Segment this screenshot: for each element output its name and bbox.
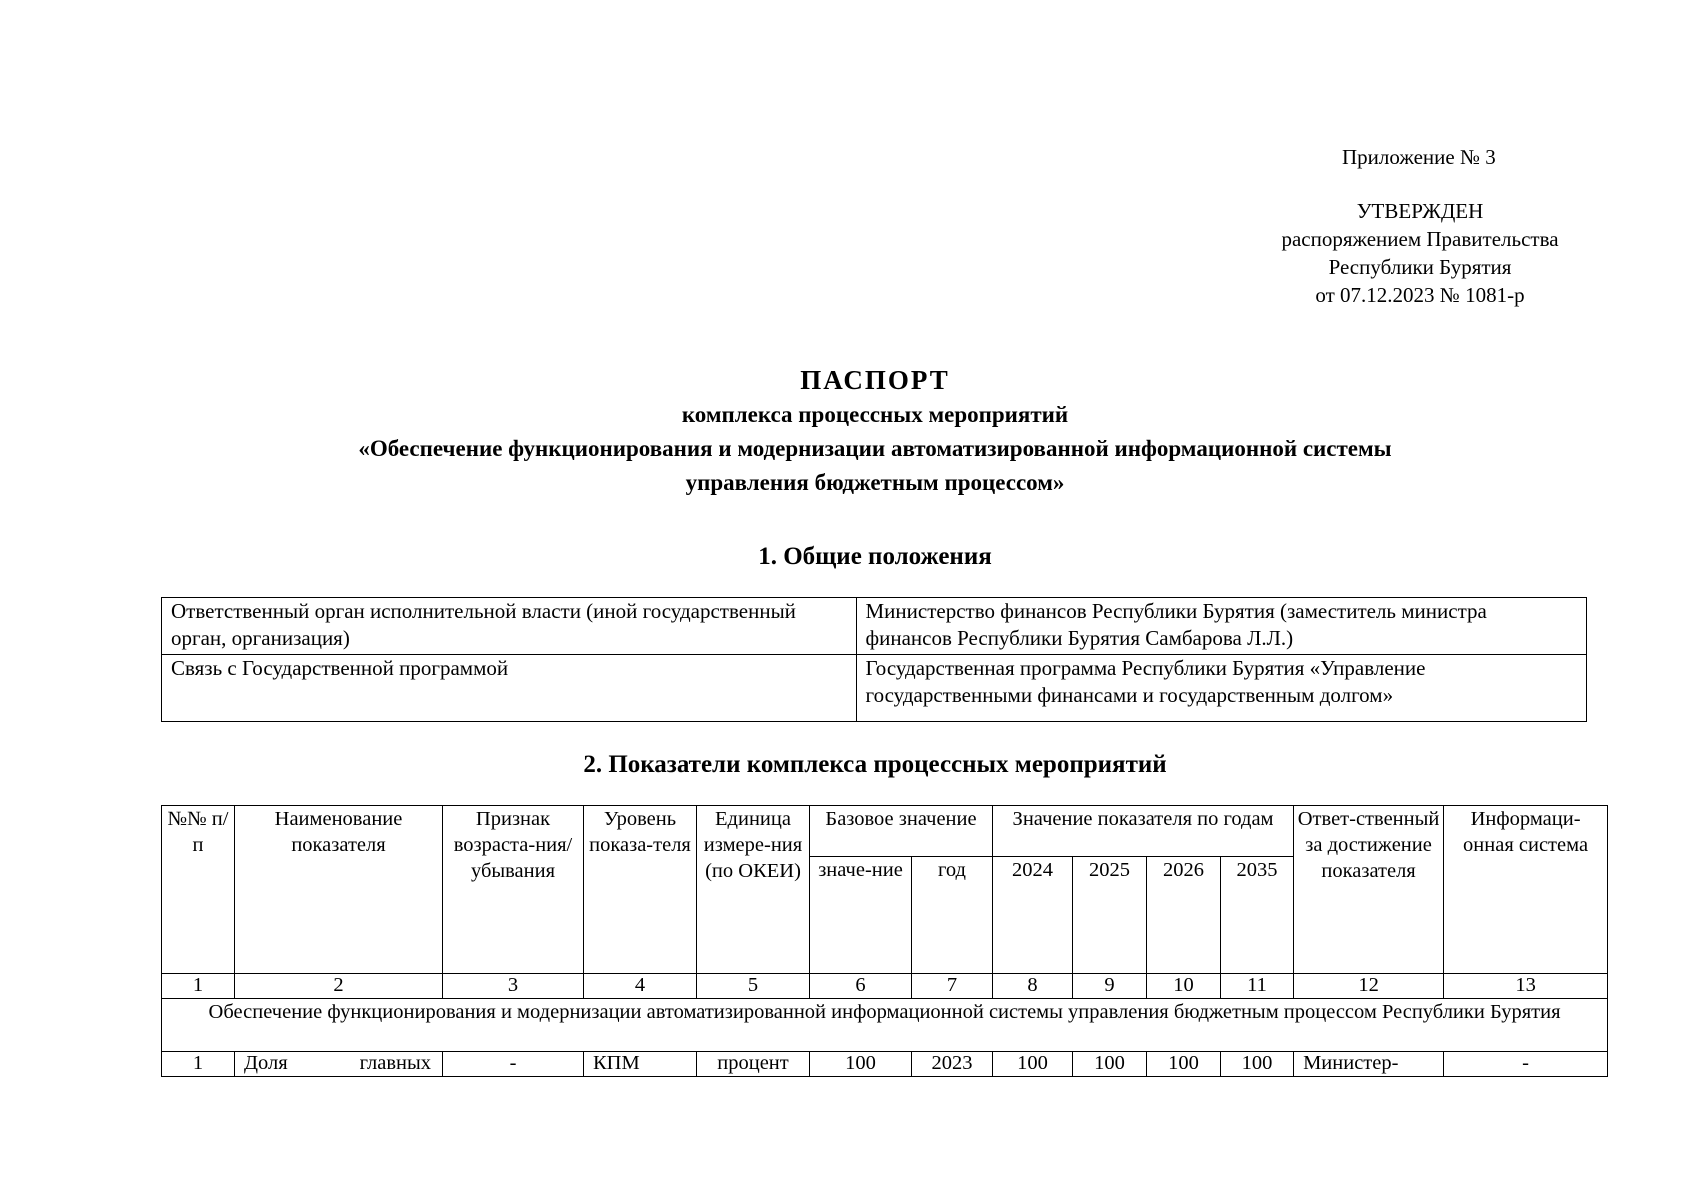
row-value-2024: 100 bbox=[993, 1052, 1073, 1077]
indicators-table bbox=[161, 805, 1608, 1077]
document-title bbox=[0, 362, 1698, 500]
row-name-part-2: главных bbox=[359, 1052, 431, 1074]
header-year-2025: 2025 bbox=[1073, 857, 1147, 974]
header-num: №№ п/п bbox=[162, 806, 235, 974]
table-row bbox=[162, 1052, 1608, 1077]
col-number: 7 bbox=[912, 974, 993, 999]
row-name bbox=[235, 1052, 443, 1077]
appendix-number: Приложение № 3 bbox=[1342, 145, 1496, 169]
header-base-value: значе-ние bbox=[810, 857, 912, 974]
col-number: 10 bbox=[1147, 974, 1221, 999]
title-line-3: управления бюджетным процессом» bbox=[685, 470, 1065, 495]
col-number: 12 bbox=[1294, 974, 1444, 999]
title-line-1: комплекса процессных мероприятий bbox=[681, 402, 1069, 427]
col-number: 2 bbox=[235, 974, 443, 999]
row-base-year: 2023 bbox=[912, 1052, 993, 1077]
col-number: 8 bbox=[993, 974, 1073, 999]
approved-line-2: Республики Бурятия bbox=[1328, 255, 1512, 279]
title-main: ПАСПОРТ bbox=[800, 365, 950, 395]
row-name-part-1: Доля bbox=[244, 1052, 288, 1074]
approved-line-1: распоряжением Правительства bbox=[1281, 227, 1559, 251]
col-number: 1 bbox=[162, 974, 235, 999]
row-unit: процент bbox=[697, 1052, 810, 1077]
group-title: Обеспечение функционирования и модернизации автоматизированной информационной системы управления бюджетным процессом Республики Бурятия bbox=[162, 999, 1608, 1052]
appendix-block bbox=[1250, 143, 1590, 309]
col-number: 5 bbox=[697, 974, 810, 999]
row-sign: - bbox=[443, 1052, 584, 1077]
row-infosys: - bbox=[1444, 1052, 1608, 1077]
table-row bbox=[162, 598, 1587, 655]
row-level: КПМ bbox=[584, 1052, 697, 1077]
section-2-heading: 2. Показатели комплекса процессных мероприятий bbox=[583, 751, 1167, 778]
table-row bbox=[162, 655, 1587, 722]
col-number: 3 bbox=[443, 974, 584, 999]
header-year-2035: 2035 bbox=[1221, 857, 1294, 974]
row-base-value: 100 bbox=[810, 1052, 912, 1077]
header-infosys: Информаци-онная система bbox=[1444, 806, 1608, 974]
row-num: 1 bbox=[162, 1052, 235, 1077]
header-base: Базовое значение bbox=[810, 806, 993, 857]
col-number: 11 bbox=[1221, 974, 1294, 999]
header-base-year: год bbox=[912, 857, 993, 974]
title-line-2: «Обеспечение функционирования и модернизации автоматизированной информационной системы bbox=[358, 436, 1392, 461]
approved-line-3: от 07.12.2023 № 1081-р bbox=[1315, 283, 1525, 307]
row-value-2025: 100 bbox=[1073, 1052, 1147, 1077]
responsible-body-value: Министерство финансов Республики Бурятия (заместитель министра финансов Республики Бурятия Самбарова Л.Л.) bbox=[856, 598, 1587, 655]
column-numbers-row bbox=[162, 974, 1608, 999]
header-years-group: Значение показателя по годам bbox=[993, 806, 1294, 857]
row-value-2026: 100 bbox=[1147, 1052, 1221, 1077]
header-level: Уровень показа-теля bbox=[584, 806, 697, 974]
header-row-1 bbox=[162, 806, 1608, 857]
col-number: 6 bbox=[810, 974, 912, 999]
header-unit: Единица измере-ния (по ОКЕИ) bbox=[697, 806, 810, 974]
responsible-body-label: Ответственный орган исполнительной власти (иной государственный орган, организация) bbox=[162, 598, 857, 655]
group-title-row bbox=[162, 999, 1608, 1052]
approved-label: УТВЕРЖДЕН bbox=[1356, 199, 1484, 223]
header-name: Наименование показателя bbox=[235, 806, 443, 974]
col-number: 9 bbox=[1073, 974, 1147, 999]
header-responsible: Ответ-ственный за достижение показателя bbox=[1294, 806, 1444, 974]
col-number: 13 bbox=[1444, 974, 1608, 999]
row-responsible: Министер- bbox=[1294, 1052, 1444, 1077]
general-provisions-table bbox=[161, 597, 1587, 722]
section-1-heading: 1. Общие положения bbox=[758, 543, 992, 570]
header-sign: Признак возраста-ния/ убывания bbox=[443, 806, 584, 974]
header-year-2024: 2024 bbox=[993, 857, 1073, 974]
row-value-2035: 100 bbox=[1221, 1052, 1294, 1077]
program-link-value: Государственная программа Республики Бурятия «Управление государственными финансами и государственным долгом» bbox=[856, 655, 1587, 722]
header-year-2026: 2026 bbox=[1147, 857, 1221, 974]
program-link-label: Связь с Государственной программой bbox=[162, 655, 857, 722]
col-number: 4 bbox=[584, 974, 697, 999]
